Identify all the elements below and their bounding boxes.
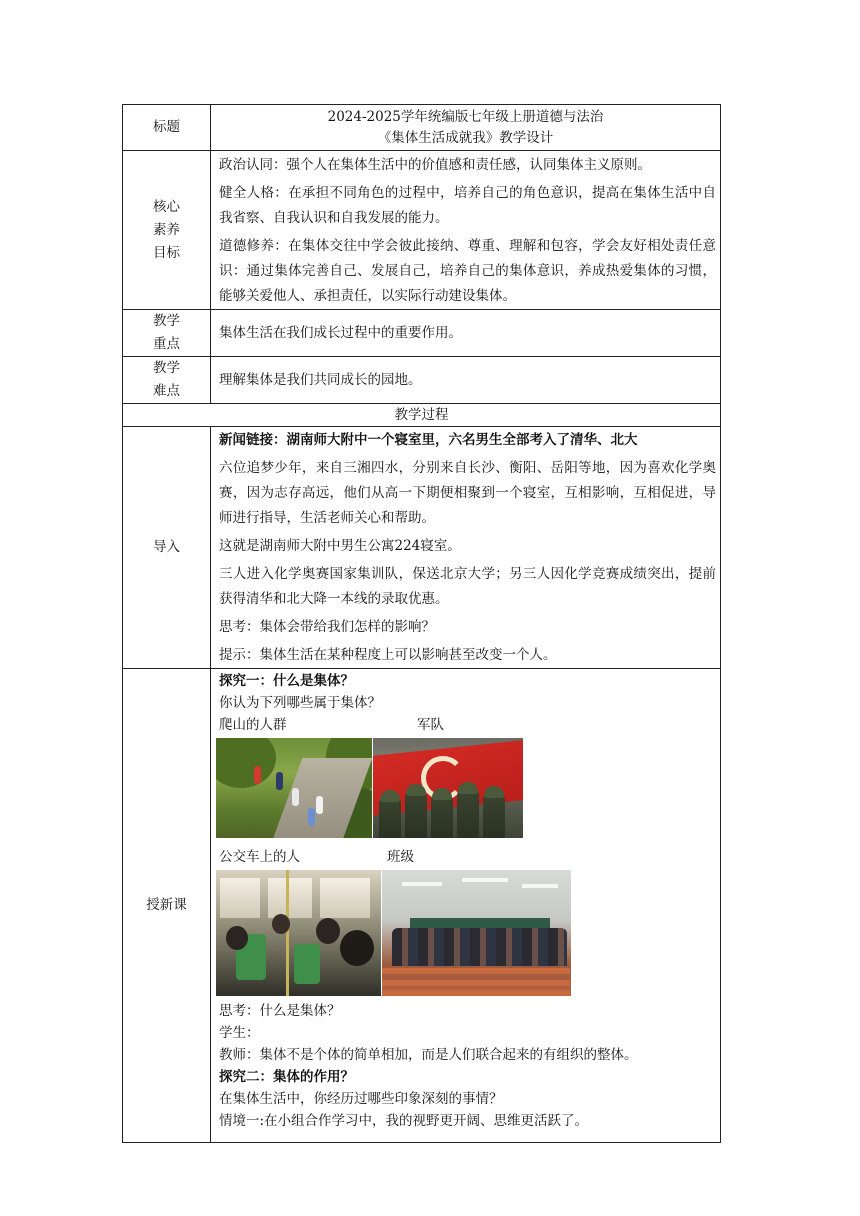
caption-row-2	[219, 846, 716, 868]
image-row-1	[216, 738, 716, 838]
student-answer: 学生：	[219, 1025, 260, 1041]
caption-army: 军队	[417, 717, 444, 733]
intro-paragraph: 三人进入化学奥赛国家集训队，保送北京大学；另三人因化学竞赛成绩突出，提前获得清华和北大降一本线的录取优惠。	[219, 566, 716, 607]
intro-paragraph: 六位追梦少年，来自三湘四水，分别来自长沙、衡阳、岳阳等地，因为喜欢化学奥赛，因为志存高远，他们从高一下期便相聚到一个寝室，互相影响，互相促进，导师进行指导，生活老师关心和帮助。	[219, 460, 716, 526]
caption-bus: 公交车上的人	[219, 849, 300, 865]
difficulty-row	[123, 357, 721, 404]
bus-photo	[216, 870, 381, 996]
new-lesson-row	[123, 669, 721, 1143]
hiking-photo	[216, 738, 372, 838]
intro-think: 思考：集体会带给我们怎样的影响？	[219, 619, 435, 635]
core-item-morality: 道德修养：在集体交往中学会彼此接纳、尊重、理解和包容，学会友好相处责任意识：通过集体完善自己、发展自己，培养自己的集体意识，养成热爱集体的习惯，能够关爱他人、承担责任，以实际行动建设集体。	[219, 238, 716, 304]
process-header: 教学过程	[123, 404, 721, 427]
core-item-personality: 健全人格：在承担不同角色的过程中，培养自己的角色意识，提高在集体生活中自我省察、自我认识和自我发展的能力。	[219, 185, 716, 226]
key-point-label	[123, 310, 211, 357]
core-literacy-row	[123, 151, 721, 310]
difficulty-label	[123, 357, 211, 404]
title-line-1: 2024-2025学年统编版七年级上册道德与法治	[327, 108, 604, 125]
process-header-row	[123, 404, 721, 427]
title-cell	[211, 105, 721, 151]
intro-content	[211, 427, 721, 669]
core-label-line: 素养	[153, 221, 180, 238]
title-line-2: 《集体生活成就我》教学设计	[377, 129, 554, 146]
title-label: 标题	[123, 105, 211, 151]
teacher-answer: 教师：集体不是个体的简单相加，而是人们联合起来的有组织的整体。	[219, 1047, 638, 1063]
think-what-is-collective: 思考：什么是集体？	[219, 1003, 341, 1019]
key-point-row	[123, 310, 721, 357]
key-label-line: 教学	[153, 313, 180, 329]
new-lesson-label: 授新课	[123, 669, 211, 1143]
caption-hiking: 爬山的人群	[219, 717, 287, 733]
difficulty-label-line: 难点	[153, 383, 180, 399]
core-label-line: 目标	[153, 244, 180, 261]
explore1-question: 你认为下列哪些属于集体？	[219, 695, 381, 711]
explore2-question: 在集体生活中，你经历过哪些印象深刻的事情？	[219, 1091, 503, 1107]
intro-label: 导入	[123, 427, 211, 669]
explore1-title: 探究一：什么是集体？	[219, 673, 354, 689]
lesson-plan-table	[122, 104, 721, 1143]
image-row-2	[216, 870, 716, 996]
core-literacy-label	[123, 151, 211, 310]
title-row	[123, 105, 721, 151]
new-lesson-content	[211, 669, 721, 1143]
core-item-political: 政治认同：强个人在集体生活中的价值感和责任感，认同集体主义原则。	[219, 157, 651, 173]
intro-paragraph: 这就是湖南师大附中男生公寓224寝室。	[219, 538, 461, 554]
scene-one: 情境一:在小组合作学习中，我的视野更开阔、思维更活跃了。	[219, 1113, 589, 1129]
explore2-title: 探究二：集体的作用？	[219, 1069, 354, 1085]
difficulty-text: 理解集体是我们共同成长的园地。	[211, 357, 721, 404]
core-literacy-content	[211, 151, 721, 310]
news-headline: 新闻链接：湖南师大附中一个寝室里，六名男生全部考入了清华、北大	[219, 432, 638, 448]
intro-row	[123, 427, 721, 669]
difficulty-label-line: 教学	[153, 360, 180, 376]
caption-class: 班级	[387, 849, 414, 865]
intro-hint: 提示：集体生活在某种程度上可以影响甚至改变一个人。	[219, 647, 557, 663]
caption-row-1	[219, 714, 716, 736]
key-label-line: 重点	[153, 336, 180, 352]
core-label-line: 核心	[153, 198, 180, 215]
army-photo	[373, 738, 523, 838]
class-photo	[382, 870, 571, 996]
key-point-text: 集体生活在我们成长过程中的重要作用。	[211, 310, 721, 357]
